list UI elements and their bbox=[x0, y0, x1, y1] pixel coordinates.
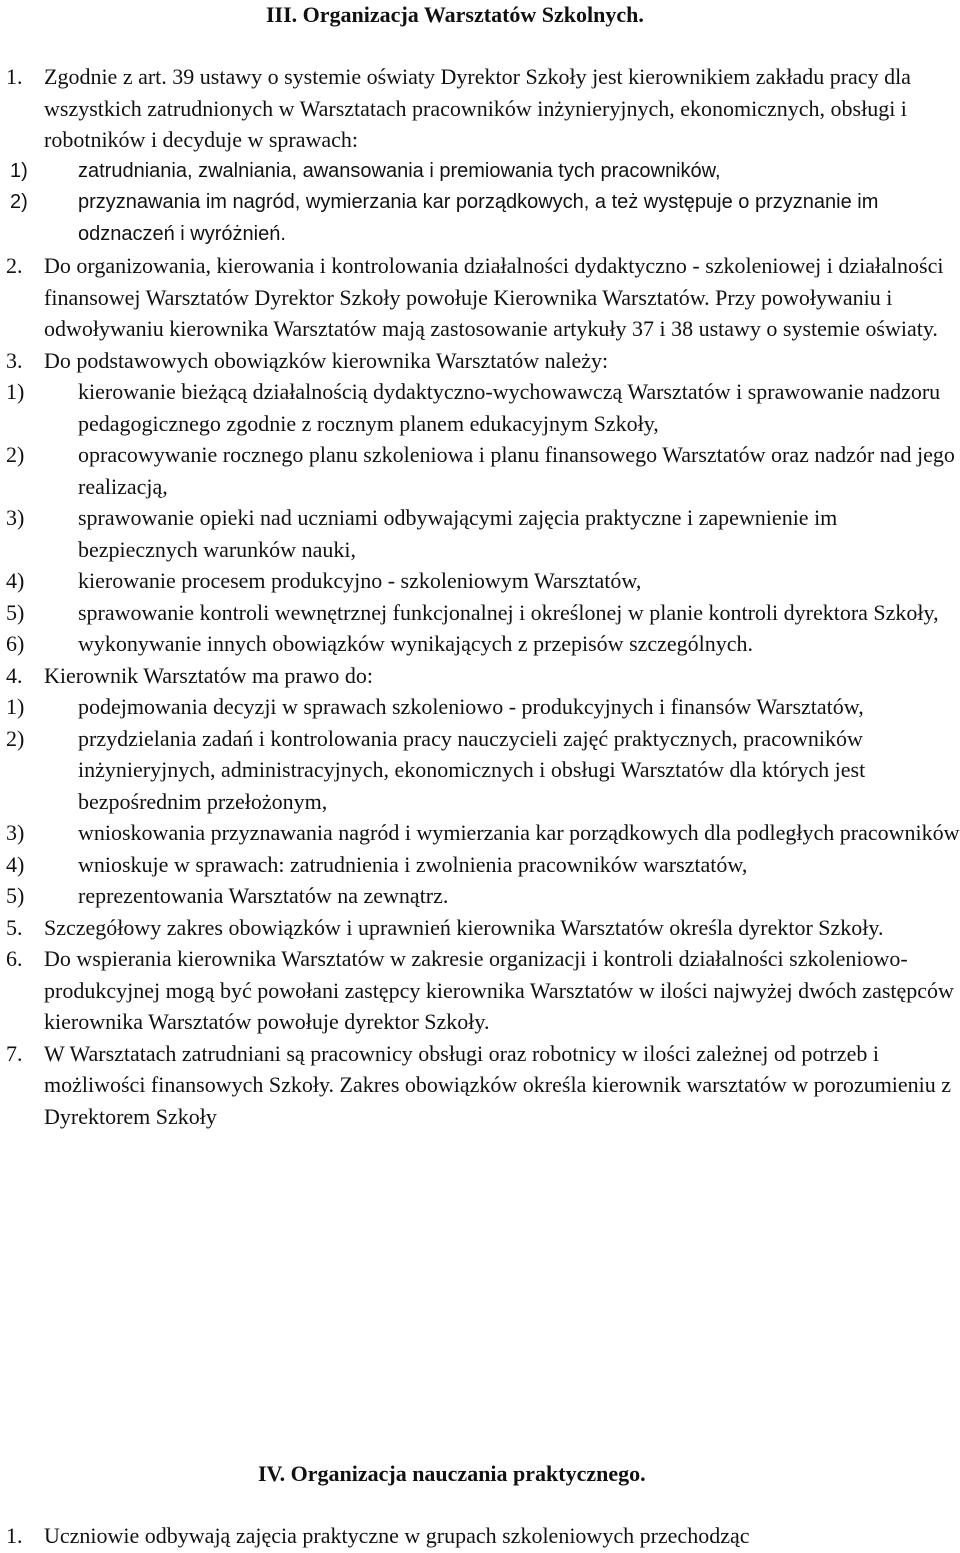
sub-item-number: 5) bbox=[6, 599, 25, 625]
sub-item-text: kierowanie bieżącą działalnością dydaktyczno-wychowawczą Warsztatów i sprawowanie nadzoru pedagogicznego zgodnie z rocznym planem edukacyjnym Szkoły, bbox=[78, 379, 941, 436]
list-item-number: 4. bbox=[6, 662, 23, 688]
list-item-text: Do podstawowych obowiązków kierownika Warsztatów należy: bbox=[44, 347, 609, 373]
list-item-5 bbox=[6, 912, 960, 944]
list-item-number: 7. bbox=[6, 1040, 23, 1066]
sub-item-number: 6) bbox=[6, 631, 25, 656]
sub-item-3-5 bbox=[6, 597, 960, 629]
sub-item-number: 4) bbox=[6, 568, 25, 593]
list-item-3 bbox=[6, 345, 960, 660]
sub-list bbox=[6, 376, 960, 660]
sub-item-text: przydzielania zadań i kontrolowania pracy nauczycieli zajęć praktycznych, pracowników inżynieryjnych, administracyjnych, ekonomicznych i obsługi Warsztatów dla których jest bezpośrednim przełożonym, bbox=[78, 725, 866, 814]
sub-item-text: wnioskuje w sprawach: zatrudnienia i zwolnienia pracowników warsztatów, bbox=[78, 851, 748, 877]
list-item-number: 2. bbox=[6, 253, 23, 278]
section-4-list-item-1 bbox=[6, 1520, 960, 1552]
sub-item-number: 2) bbox=[10, 191, 28, 213]
list-item-text: Zgodnie z art. 39 ustawy o systemie oświaty Dyrektor Szkoły jest kierownikiem zakładu pracy dla wszystkich zatrudnionych w Warsztatach pracowników inżynieryjnych, ekonomicznych, obsługi i robotników i decyduje w sprawach: bbox=[44, 64, 911, 152]
sub-item-text: przyznawania im nagród, wymierzania kar porządkowych, a też występuje o przyznanie im odznaczeń i wyróżnień. bbox=[78, 191, 879, 245]
sub-item-text: opracowywanie rocznego planu szkoleniowa i planu finansowego Warsztatów oraz nadzór nad jego realizacją, bbox=[78, 442, 955, 499]
sub-item-number: 3) bbox=[6, 505, 25, 530]
list-item-6 bbox=[6, 943, 960, 1038]
sub-item-text: sprawowanie opieki nad uczniami odbywającymi zajęcia praktyczne i zapewnienie im bezpiecznych warunków nauki, bbox=[78, 505, 838, 562]
list-item-number: 5. bbox=[6, 914, 23, 940]
sub-item-text: wnioskowania przyznawania nagród i wymierzania kar porządkowych dla podległych pracowników bbox=[78, 820, 960, 845]
list-item-1 bbox=[6, 61, 960, 250]
sub-item-number: 4) bbox=[6, 851, 25, 877]
sub-item-number: 2) bbox=[6, 442, 25, 467]
sub-item-text: sprawowanie kontroli wewnętrznej funkcjonalnej i określonej w planie kontroli dyrektora Szkoły, bbox=[78, 599, 939, 625]
sub-item-1-1 bbox=[10, 156, 960, 188]
section-4-heading: IV. Organizacja nauczania praktycznego. bbox=[258, 1461, 646, 1486]
sub-item-number: 2) bbox=[6, 725, 25, 751]
sub-item-3-3 bbox=[6, 502, 960, 565]
section-3-list bbox=[6, 61, 960, 1132]
list-item-number: 3. bbox=[6, 347, 23, 373]
sub-item-number: 3) bbox=[6, 820, 25, 845]
list-item-number: 6. bbox=[6, 946, 23, 971]
section-3-heading: III. Organizacja Warsztatów Szkolnych. bbox=[266, 2, 644, 27]
sub-item-3-1 bbox=[6, 376, 960, 439]
sub-list bbox=[6, 691, 960, 912]
sub-item-number: 5) bbox=[6, 883, 25, 908]
list-item-text: Kierownik Warsztatów ma prawo do: bbox=[44, 662, 373, 688]
sub-item-4-1 bbox=[6, 691, 960, 723]
sub-item-text: zatrudniania, zwalniania, awansowania i premiowania tych pracowników, bbox=[78, 159, 721, 182]
sub-item-number: 1) bbox=[6, 694, 25, 719]
list-item-4 bbox=[6, 660, 960, 912]
sub-item-text: wykonywanie innych obowiązków wynikających z przepisów szczególnych. bbox=[78, 631, 754, 656]
sub-list bbox=[10, 156, 960, 251]
list-item-text: Do wspierania kierownika Warsztatów w zakresie organizacji i kontroli działalności szkoleniowo-produkcyjnej mogą być powołani zastępcy kierownika Warsztatów w ilości najwyżej dwóch zastępców kierownika Warsztatów powołuje dyrektor Szkoły. bbox=[44, 946, 954, 1034]
list-item-text: Szczegółowy zakres obowiązków i uprawnień kierownika Warsztatów określa dyrektor Szkoły. bbox=[44, 914, 884, 940]
sub-item-3-4 bbox=[6, 565, 960, 597]
section-4-list bbox=[6, 1520, 960, 1552]
sub-item-text: podejmowania decyzji w sprawach szkoleniowo - produkcyjnych i finansów Warsztatów, bbox=[78, 694, 864, 719]
sub-item-1-2 bbox=[10, 187, 960, 250]
sub-item-4-4 bbox=[6, 849, 960, 881]
list-item-text: W Warsztatach zatrudniani są pracownicy obsługi oraz robotnicy w ilości zależnej od potrzeb i możliwości finansowych Szkoły. Zakres obowiązków określa kierownik warsztatów w porozumieniu z Dyrektorem Szkoły bbox=[44, 1040, 952, 1129]
list-item-text: Do organizowania, kierowania i kontrolowania działalności dydaktyczno - szkoleniowej i działalności finansowej Warsztatów Dyrektor Szkoły powołuje Kierownika Warsztatów. Przy powoływaniu i odwoływaniu kierownika Warsztatów mają zastosowanie artykuły 37 i 38 ustawy o systemie oświaty. bbox=[44, 253, 944, 341]
sub-item-4-2 bbox=[6, 723, 960, 818]
sub-item-4-5 bbox=[6, 880, 960, 912]
sub-item-3-6 bbox=[6, 628, 960, 660]
list-item-2 bbox=[6, 250, 960, 345]
sub-item-text: reprezentowania Warsztatów na zewnątrz. bbox=[78, 883, 449, 908]
sub-item-number: 1) bbox=[10, 159, 28, 182]
sub-item-4-3 bbox=[6, 817, 960, 849]
list-item-7 bbox=[6, 1038, 960, 1133]
sub-item-text: kierowanie procesem produkcyjno - szkoleniowym Warsztatów, bbox=[78, 568, 642, 593]
list-item-text: Uczniowie odbywają zajęcia praktyczne w grupach szkoleniowych przechodząc bbox=[44, 1523, 750, 1548]
sub-item-number: 1) bbox=[6, 379, 25, 404]
list-item-number: 1. bbox=[6, 1523, 23, 1548]
list-item-number: 1. bbox=[6, 64, 23, 89]
sub-item-3-2 bbox=[6, 439, 960, 502]
